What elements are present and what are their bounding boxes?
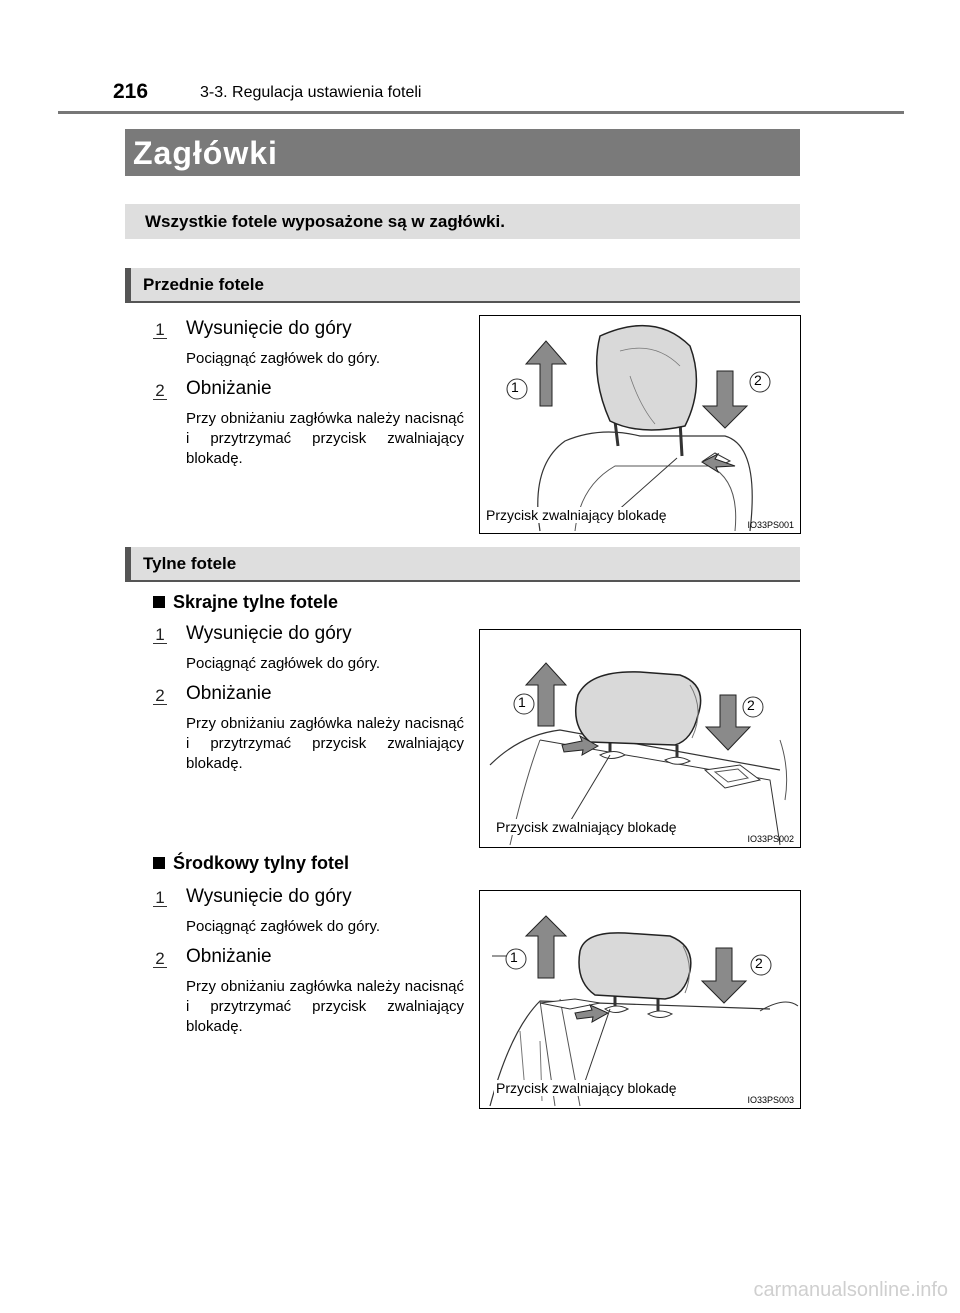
section-marker bbox=[125, 268, 131, 301]
chapter-title: 3-3. Regulacja ustawienia foteli bbox=[200, 84, 422, 101]
subheading-text: Skrajne tylne fotele bbox=[173, 592, 339, 612]
figure-code: IO33PS003 bbox=[747, 1095, 794, 1105]
page-number: 216 bbox=[113, 80, 149, 103]
figure-center-rear-headrest bbox=[479, 890, 801, 1109]
square-bullet-icon bbox=[153, 596, 165, 608]
headrest-illustration bbox=[480, 891, 800, 1108]
figure-outer-rear-headrest bbox=[479, 629, 801, 848]
section-title-front: Przednie fotele bbox=[143, 275, 264, 294]
step-text: Pociągnąć zagłówek do góry. bbox=[186, 655, 381, 672]
figure-code: IO33PS002 bbox=[747, 834, 794, 844]
callout-2: 2 bbox=[754, 372, 762, 388]
step-number: 1 bbox=[153, 626, 167, 644]
step-number: 2 bbox=[153, 950, 167, 968]
headrest-illustration bbox=[480, 316, 800, 533]
callout-1: 1 bbox=[518, 694, 526, 710]
step-title: Obniżanie bbox=[186, 378, 272, 399]
figure-caption: Przycisk zwalniający blokadę bbox=[486, 507, 667, 523]
subheading-outer-rear bbox=[153, 592, 338, 613]
intro-box bbox=[125, 204, 800, 239]
step-title: Obniżanie bbox=[186, 683, 272, 704]
section-heading-rear bbox=[125, 547, 800, 582]
figure-code: IO33PS001 bbox=[747, 520, 794, 530]
step-title: Wysunięcie do góry bbox=[186, 318, 352, 339]
header-rule bbox=[58, 111, 904, 114]
step-title: Obniżanie bbox=[186, 946, 272, 967]
step-title: Wysunięcie do góry bbox=[186, 886, 352, 907]
step-text: Pociągnąć zagłówek do góry. bbox=[186, 350, 381, 367]
subheading-center-rear bbox=[153, 853, 349, 874]
step-number: 1 bbox=[153, 889, 167, 907]
step-number: 1 bbox=[153, 321, 167, 339]
step-text: Przy obniżaniu zagłówka należy nacisnąć i przytrzymać przycisk zwalniający blokadę. bbox=[186, 978, 464, 1035]
callout-1: 1 bbox=[511, 379, 519, 395]
step-text: Pociągnąć zagłówek do góry. bbox=[186, 918, 381, 935]
section-marker bbox=[125, 547, 131, 580]
step-number: 2 bbox=[153, 382, 167, 400]
step-text: Przy obniżaniu zagłówka należy nacisnąć i przytrzymać przycisk zwalniający blokadę. bbox=[186, 410, 464, 467]
step-text: Przy obniżaniu zagłówka należy nacisnąć i przytrzymać przycisk zwalniający blokadę. bbox=[186, 715, 464, 772]
page-title-bar bbox=[125, 129, 800, 176]
figure-front-headrest bbox=[479, 315, 801, 534]
callout-2: 2 bbox=[755, 955, 763, 971]
figure-caption: Przycisk zwalniający blokadę bbox=[496, 1080, 677, 1096]
subheading-text: Środkowy tylny fotel bbox=[173, 853, 350, 873]
watermark: carmanualsonline.info bbox=[753, 1279, 948, 1301]
square-bullet-icon bbox=[153, 857, 165, 869]
intro-text: Wszystkie fotele wyposażone są w zagłówki. bbox=[145, 212, 505, 231]
figure-caption: Przycisk zwalniający blokadę bbox=[496, 819, 677, 835]
page-title: Zagłówki bbox=[133, 135, 278, 171]
section-heading-front bbox=[125, 268, 800, 303]
headrest-illustration bbox=[480, 630, 800, 847]
callout-1: 1 bbox=[510, 949, 518, 965]
section-title-rear: Tylne fotele bbox=[143, 554, 237, 573]
callout-2: 2 bbox=[747, 697, 755, 713]
step-number: 2 bbox=[153, 687, 167, 705]
step-title: Wysunięcie do góry bbox=[186, 623, 352, 644]
